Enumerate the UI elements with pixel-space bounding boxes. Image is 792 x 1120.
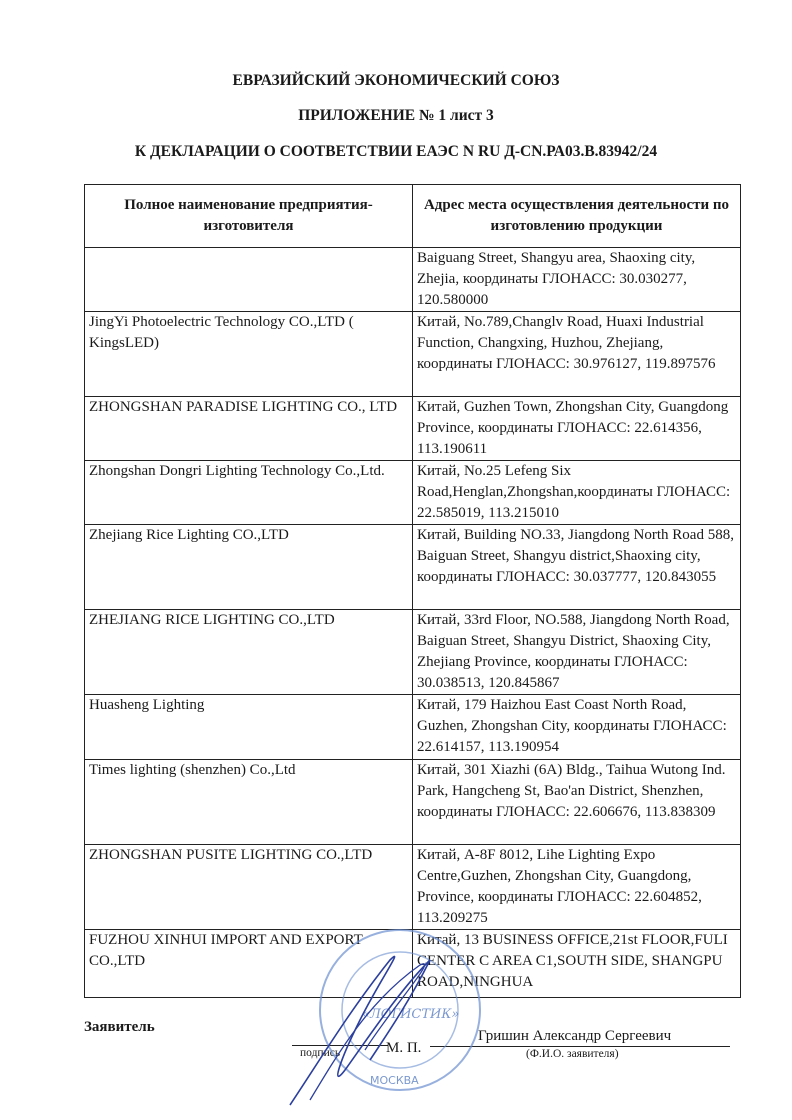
cell-address: Китай, 179 Haizhou East Coast North Road, Guzhen, Zhongshan City, координаты ГЛОНАСС: 22.614157, 113.190954 [413, 695, 741, 760]
cell-address: Китай, Building NO.33, Jiangdong North Road 588, Baiguan Street, Shangyu district,Shaoxing city, координаты ГЛОНАСС: 30.037777, 120.843055 [413, 525, 741, 610]
cell-name: Times lighting (shenzhen) Co.,Ltd [85, 760, 413, 845]
signature-caption: подпись [300, 1047, 341, 1059]
cell-name: ZHEJIANG RICE LIGHTING CO.,LTD [85, 610, 413, 695]
table-row [85, 525, 741, 610]
cell-name [85, 248, 413, 312]
table-row [85, 845, 741, 930]
name-caption: (Ф.И.О. заявителя) [526, 1048, 619, 1060]
cell-name: Zhejiang Rice Lighting CO.,LTD [85, 525, 413, 610]
svg-text:МОСКВА: МОСКВА [370, 1074, 419, 1087]
applicant-name: Гришин Александр Сергеевич [478, 1028, 672, 1044]
cell-name: ZHONGSHAN PARADISE LIGHTING CO., LTD [85, 397, 413, 461]
appendix-title: ПРИЛОЖЕНИЕ № 1 лист 3 [298, 107, 494, 124]
table-row [85, 760, 741, 845]
cell-name: ZHONGSHAN PUSITE LIGHTING CO.,LTD [85, 845, 413, 930]
column-header-name: Полное наименование предприятия-изготовителя [85, 185, 413, 248]
cell-address: Китай, No.789,Changlv Road, Huaxi Industrial Function, Changxing, Huzhou, Zhejiang, координаты ГЛОНАСС: 30.976127, 119.897576 [413, 312, 741, 397]
seal-caption: М. П. [386, 1040, 422, 1056]
cell-address: Китай, 13 BUSINESS OFFICE,21st FLOOR,FULI CENTER C AREA C1,SOUTH SIDE, SHANGPU ROAD,NINGHUA [413, 930, 741, 998]
cell-address: Китай, No.25 Lefeng Six Road,Henglan,Zhongshan,координаты ГЛОНАСС: 22.585019, 113.215010 [413, 461, 741, 525]
cell-address: Китай, A-8F 8012, Lihe Lighting Expo Centre,Guzhen, Zhongshan City, Guangdong, Province, координаты ГЛОНАСС: 22.604852, 113.209275 [413, 845, 741, 930]
table-row [85, 461, 741, 525]
table-header-row [85, 185, 741, 248]
cell-address: Китай, 301 Xiazhi (6A) Bldg., Taihua Wutong Ind. Park, Hangcheng St, Bao'an District, Shenzhen, координаты ГЛОНАСС: 22.606676, 113.838309 [413, 760, 741, 845]
applicant-label: Заявитель [84, 1019, 155, 1035]
manufacturers-table [84, 184, 741, 998]
svg-text:«ЛОГИСТИК»: «ЛОГИСТИК» [362, 1007, 460, 1022]
cell-address: Китай, Guzhen Town, Zhongshan City, Guangdong Province, координаты ГЛОНАСС: 22.614356, 113.190611 [413, 397, 741, 461]
company-stamp [270, 920, 490, 1110]
cell-address: Китай, 33rd Floor, NO.588, Jiangdong North Road, Baiguan Street, Shangyu District, Shaoxing City, Zhejiang Province, координаты ГЛОНАСС: 30.038513, 120.845867 [413, 610, 741, 695]
table-row [85, 248, 741, 312]
table-row [85, 610, 741, 695]
table-row [85, 397, 741, 461]
cell-name: Zhongshan Dongri Lighting Technology Co.,Ltd. [85, 461, 413, 525]
cell-name: JingYi Photoelectric Technology CO.,LTD ( KingsLED) [85, 312, 413, 397]
table-row [85, 312, 741, 397]
cell-address: Baiguang Street, Shangyu area, Shaoxing city, Zhejia, координаты ГЛОНАСС: 30.030277, 120.580000 [413, 248, 741, 312]
column-header-address: Адрес места осуществления деятельности по изготовлению продукции [413, 185, 741, 248]
union-title: ЕВРАЗИЙСКИЙ ЭКОНОМИЧЕСКИЙ СОЮЗ [232, 72, 560, 89]
cell-name: Huasheng Lighting [85, 695, 413, 760]
cell-name: FUZHOU XINHUI IMPORT AND EXPORT CO.,LTD [85, 930, 413, 998]
table-row [85, 695, 741, 760]
declaration-title: К ДЕКЛАРАЦИИ О СООТВЕТСТВИИ ЕАЭС N RU Д-CN.РА03.В.83942/24 [134, 143, 658, 160]
